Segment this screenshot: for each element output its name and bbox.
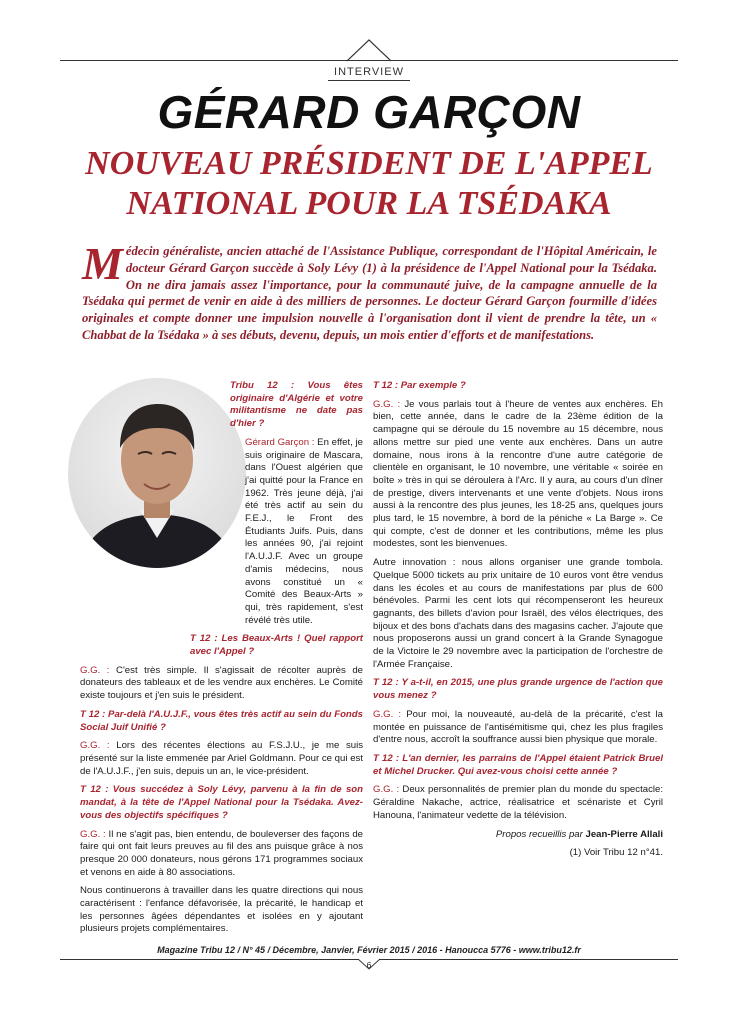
left-column: [80, 380, 363, 942]
question-6: T 12 : Y a-t-il, en 2015, une plus grande urgence de l'action que vous menez ?: [373, 677, 663, 702]
answer-1-text: En effet, je suis originaire de Mascara, dans l'Ouest algérien que j'ai quitté pour la France en 1962. Très jeune déjà, j'ai été très actif au sein du F.E.J., le Front des Étudiants Juifs. Puis, dans les années 90, j'ai rejoint l'A.U.J.F. Avec un groupe d'amis médecins, nous avons constitué un « Comité des Beaux-Arts » qui, très rapidement, s'est révélé très utile.: [245, 436, 363, 626]
interviewee-name: GÉRARD GARÇON: [157, 86, 581, 138]
answer-1-speaker: Gérard Garçon :: [245, 436, 315, 448]
footnote: (1) Voir Tribu 12 n°41.: [569, 847, 663, 859]
article-subtitle: [0, 144, 738, 224]
answer-2-text: C'est très simple. Il s'agissait de récolter auprès de donateurs des tableaux et de les vendre aux enchères. Le Comité existe toujours et j'en suis le président.: [80, 664, 364, 702]
answer-4: [80, 829, 363, 880]
answer-4-continued: Nous continuerons à travailler dans les quatre directions qui nous caractérisent : l'enfance défavorisée, la précarité, le handicap et les personnes âgées dépendantes et isolées en y ajoutant plusieurs projets complémentaires.: [80, 885, 363, 935]
subtitle-line-1: NOUVEAU PRÉSIDENT DE L'APPEL: [85, 145, 653, 182]
answer-6-speaker: G.G. :: [373, 708, 402, 720]
answer-5-speaker: G.G. :: [373, 398, 401, 410]
question-2: T 12 : Les Beaux-Arts ! Quel rapport avec l'Appel ?: [190, 633, 363, 658]
answer-1: [80, 437, 363, 628]
byline-prefix: Propos recueillis par: [495, 828, 583, 840]
question-4: T 12 : Vous succédez à Soly Lévy, parvenu à la fin de son mandat, à la tête de l'Appel National pour la Tsédaka. Avez-vous des objectifs spécifiques ?: [80, 784, 363, 821]
question-7: T 12 : L'an dernier, les parrains de l'Appel étaient Patrick Bruel et Michel Drucker. Qui avez-vous choisi cette année ?: [373, 752, 663, 777]
header-rule: [60, 60, 678, 61]
answer-7: [373, 784, 663, 822]
answer-5-continued: Autre innovation : nous allons organiser une grande tombola. Quelque 5000 tickets au prix unitaire de 10 euros vont être vendus dans les écoles et au cours de manifestations par plus de 600 bénévoles. Parmi les cent lots qui récompenseront les heureux gagnants, des billets d'avion pour Israël, des vélos électriques, des bijoux et des bons d'achats dans des magasins cacher. J'ajoute que nous proposerons aussi un grand concert à la Grande Synagogue de la Victoire le 29 novembre avec la participation de l'orchestre de l'Armée Française.: [373, 557, 663, 670]
answer-2: [80, 665, 363, 703]
answer-5-text: Je vous parlais tout à l'heure de ventes aux enchères. Eh bien, cette année, dans le cadre de la 23ème édition de la campagne qui se déroule du 15 novembre au 15 décembre, nous allons mettre sur pied une vente aux enchères. Dans un autre domaine, nous irons à la rencontre d'une autre catégorie de clientèle en organisant, le 10 novembre, une véritable « soirée en boîte » très in qui se déroulera à l'Arc. Il y aura, au cours d'un dîner de prestige, divers intervenants et une vente d'objets. Nous irons aussi à la rencontre des plus jeunes, les 18-25 ans, quelques jours plus tard, le 15 novembre, à bord de la péniche « La Barge ». Ce qui compte, c'est de donner et les contributions, même les plus modestes, sont les bienvenues.: [373, 398, 663, 550]
answer-3-text: Lors des récentes élections au F.S.J.U., je me suis présenté sur la liste emmenée par Ariel Goldmann. Pour ce qui est de l'A.U.J.F., j'en suis, depuis un an, le vice-président.: [80, 740, 363, 777]
answer-5: [373, 399, 663, 551]
answer-7-speaker: G.G. :: [373, 784, 400, 796]
answer-4-text: Il ne s'agit pas, bien entendu, de bouleverser des façons de faire qui ont fait leurs preuves au fil des ans puisque grâce à nos presque 20 000 donateurs, nous gérons 171 programmes sociaux et venons en aide à 80 associations.: [80, 828, 363, 878]
right-column: [373, 380, 663, 866]
question-5: T 12 : Par exemple ?: [373, 380, 466, 391]
question-1: Tribu 12 : Vous êtes originaire d'Algérie et votre militantisme ne date pas d'hier ?: [230, 380, 363, 430]
intro-text: édecin généraliste, ancien attaché de l'Assistance Publique, correspondant de l'Hôpital Américain, le docteur Gérard Garçon succède à Soly Lévy (1) à la présidence de l'Appel National pour la Tsédaka. On ne dira jamais assez l'importance, pour la communauté juive, de la campagne annuelle de la Tsédaka qui permet de venir en aide à des milliers de personnes. Le docteur Gérard Garçon fourmille d'idées originales et compte donner une impulsion nouvelle à l'organisation dont il vient de prendre la tête, un « Chabbat de la Tsédaka » à ses débuts, devenu, depuis, un mois entier d'efforts et de manifestations.: [82, 244, 657, 342]
answer-4-speaker: G.G. :: [80, 828, 106, 840]
intro-paragraph: [82, 238, 657, 344]
answer-3-speaker: G.G. :: [80, 740, 110, 752]
byline-author: Jean-Pierre Allali: [585, 828, 663, 840]
subtitle-line-2: NATIONAL POUR LA TSÉDAKA: [126, 185, 612, 222]
answer-2-speaker: G.G. :: [80, 664, 110, 676]
question-3: T 12 : Par-delà l'A.U.J.F., vous êtes très actif au sein du Fonds Social Juif Unifié ?: [80, 708, 363, 733]
footer-credit: Magazine Tribu 12 / N° 45 / Décembre, Janvier, Février 2015 / 2016 - Hanoucca 5776 - www.tribu12.fr: [157, 945, 581, 955]
section-underline: [328, 80, 410, 81]
answer-7-text: Deux personnalités de premier plan du monde du spectacle: Géraldine Nakache, actrice, réalisatrice et scénariste et Cyril Hanouna, l'animateur vedette de la télévision.: [373, 784, 663, 821]
section-label: INTERVIEW: [334, 66, 404, 78]
header-chevron-ornament: [347, 38, 391, 62]
answer-6: [373, 709, 663, 747]
answer-6-text: Pour moi, la nouveauté, au-delà de la précarité, c'est la montée en puissance de l'antisémitisme qui, chez les plus fragiles d'entre nous, accroît la souffrance aussi bien physique que morale.: [373, 708, 663, 746]
intro-dropcap: M: [82, 238, 123, 289]
page-number: 6: [366, 960, 372, 970]
byline: [373, 829, 663, 842]
answer-3: [80, 740, 363, 778]
